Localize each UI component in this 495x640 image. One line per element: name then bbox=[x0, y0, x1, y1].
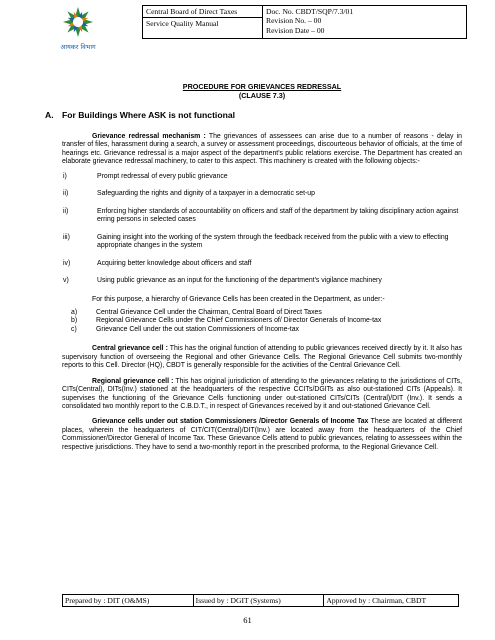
document-body bbox=[45, 82, 462, 452]
outstation-cell-text: These are located at different places, wherein the headquarters of CIT/CIT(Central)/DIT(Inv.) are located away from the headquarters of the Chief Commissioner/Director General of Income Tax. These Grievance Cells attend to public grievances, relating to assessees within the respective jurisdictions. They have to send a two-monthly report in the prescribed proforma, to the Regional Grievance Cell. bbox=[62, 418, 462, 451]
outstation-cell-paragraph bbox=[62, 418, 462, 452]
header-doc-cell bbox=[263, 6, 467, 39]
logo-emblem-icon bbox=[24, 5, 142, 63]
list-item bbox=[62, 260, 462, 268]
mechanism-paragraph bbox=[62, 133, 462, 167]
list-item-text: Grievance Cell under the out station Commissioners of Income-tax bbox=[96, 325, 299, 333]
list-item-number: iv) bbox=[63, 259, 71, 267]
page-number: 61 bbox=[243, 615, 252, 625]
central-cell-text: This has the original function of attending to public grievances received directly by it. It also has supervisory function of overseeing the Regional and other Grievance Cells. The Regional Grievance Cell submits two-monthly reports to this Cell. Director (HQ), CBDT is generally responsible for the activities of the Central Grievance Cell. bbox=[62, 345, 462, 370]
hierarchy-intro: For this purpose, a hierarchy of Grievance Cells has been created in the Department, as under:- bbox=[92, 296, 385, 304]
central-cell-paragraph bbox=[62, 345, 462, 370]
header-info-table bbox=[142, 5, 467, 39]
list-item bbox=[62, 234, 462, 251]
list-item bbox=[62, 326, 462, 334]
section-heading-a bbox=[45, 110, 462, 121]
list-item bbox=[62, 173, 462, 181]
regional-cell-lead: Regional grievance cell : bbox=[92, 377, 174, 385]
procedure-title: PROCEDURE FOR GRIEVANCES REDRESSAL bbox=[182, 82, 342, 91]
list-item-text: Safeguarding the rights and dignity of a taxpayer in a democratic set-up bbox=[97, 190, 315, 198]
list-item-number: i) bbox=[63, 172, 67, 180]
clause-reference: (CLAUSE 7.3) bbox=[238, 91, 286, 100]
mechanism-lead: Grievance redressal mechanism : bbox=[92, 133, 206, 140]
revision-number: Revision No. – 00 bbox=[266, 16, 322, 26]
regional-cell-paragraph bbox=[62, 378, 462, 412]
section-letter: A. bbox=[45, 110, 54, 120]
list-item-text: Gaining insight into the working of the system through the feedback received from the public with a view to effecting appropriate changes in the system bbox=[97, 233, 449, 250]
list-item bbox=[62, 208, 462, 225]
list-item-number: c) bbox=[71, 325, 77, 333]
logo-caption: आयकर विभाग bbox=[60, 43, 96, 51]
list-item-number: ii) bbox=[63, 190, 69, 198]
list-item bbox=[62, 190, 462, 198]
list-item-number: iii) bbox=[63, 233, 70, 241]
regional-cell-text: This has original jurisdiction of attending to the grievances relating to the jurisdictions of CITs, CITs(Central), DITs(Inv.) stationed at the headquarters of the respective CCITs/DGITs as also out-stationed CITs (Appeals). It supervises the functioning of the Grievance Cells functioning under out-stationed CITs/CITs (Central)/DIT (Inv.). It sends a consolidated two monthly report to the C.B.D.T., in respect of Grievances received by it and out-stationed Grievance Cell. bbox=[62, 377, 462, 410]
list-item-number: a) bbox=[71, 308, 78, 316]
list-item-text: Prompt redressal of every public grievance bbox=[97, 172, 228, 180]
list-item-text: Regional Grievance Cells under the Chief Commissioners of/ Director Generals of Income-tax bbox=[96, 317, 382, 325]
mechanism-text: The grievances of assessees can arise due to a number of reasons - delay in transfer of files, harassment during a search, a survey or assessment proceedings, discourteous behavior of officials, at the time of hearings etc. Grievance redressal is a major aspect of the department's public relations exercise. The Department has created an elaborate grievance redressal machinery, to cater to this aspect. This machinery is created with the following objects:- bbox=[62, 133, 462, 166]
list-item-text: Acquiring better knowledge about officers and staff bbox=[97, 259, 252, 267]
list-item bbox=[62, 317, 462, 325]
objects-list bbox=[62, 173, 462, 286]
list-item-text: Central Grievance Cell under the Chairman, Central Board of Direct Taxes bbox=[96, 308, 322, 316]
doc-number: Doc. No. CBDT/SQP/7.3/01 bbox=[266, 7, 354, 16]
central-cell-lead: Central grievance cell : bbox=[92, 345, 168, 353]
revision-date: Revision Date – 00 bbox=[266, 25, 325, 35]
list-item-number: ii) bbox=[63, 207, 69, 215]
header-org-cell: Central Board of Direct Taxes bbox=[143, 6, 263, 18]
outstation-cell-lead: Grievance cells under out station Commissioners /Director Generals of Income Tax bbox=[92, 418, 369, 426]
header-manual-cell: Service Quality Manual bbox=[143, 18, 263, 39]
section-heading-text: For Buildings Where ASK is not functional bbox=[62, 110, 235, 120]
document-header bbox=[24, 5, 467, 63]
document-footer-table bbox=[62, 594, 459, 607]
list-item-number: b) bbox=[71, 317, 78, 325]
list-item bbox=[62, 277, 462, 285]
prepared-by: Prepared by : DIT (O&MS) bbox=[63, 595, 194, 607]
list-item bbox=[62, 309, 462, 317]
list-item-text: Enforcing higher standards of accountability on officers and staff of the department by taking disciplinary action against erring persons in selected cases bbox=[97, 207, 459, 224]
income-tax-department-logo bbox=[24, 5, 142, 63]
approved-by: Approved by : Chairman, CBDT bbox=[324, 595, 459, 607]
list-item-number: v) bbox=[63, 276, 69, 284]
hierarchy-list bbox=[62, 309, 462, 334]
issued-by: Issued by : DGIT (Systems) bbox=[193, 595, 324, 607]
list-item-text: Using public grievance as an input for the functioning of the department's vigilance machinery bbox=[97, 276, 382, 284]
